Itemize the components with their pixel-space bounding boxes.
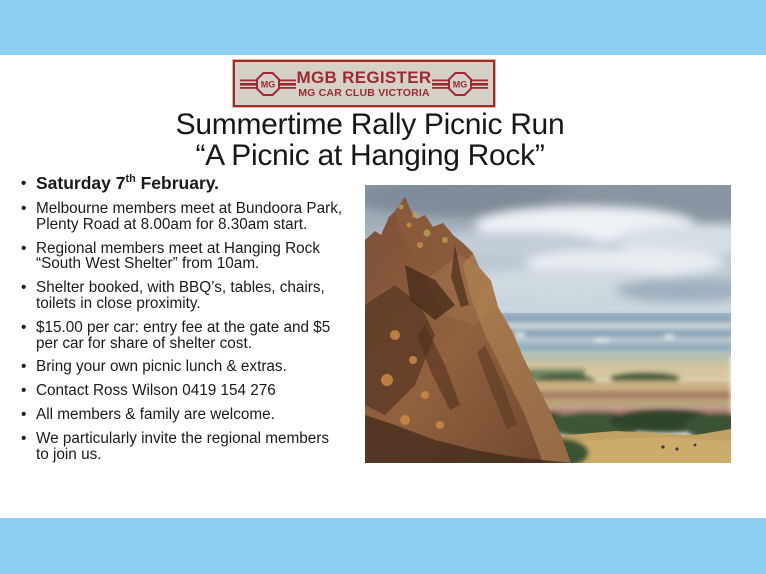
ordinal-suffix: th: [125, 173, 136, 186]
bullet-welcome: [20, 407, 346, 423]
bullet-line: per car for share of shelter cost.: [36, 334, 252, 352]
bullet-line: • Bring your own picnic lunch & extras.: [36, 358, 287, 376]
banner-text: [296, 69, 432, 99]
bullet-line: Plenty Road at 8.00am for 8.30am start.: [36, 215, 308, 233]
bullet-contact: [20, 383, 346, 399]
bullet-line: “South West Shelter” from 10am.: [36, 255, 260, 273]
bullet-line: • Regional members meet at Hanging Rock: [36, 239, 320, 257]
mg-monogram: MG: [260, 79, 276, 89]
hanging-rock-photo: [365, 185, 731, 463]
title-line-1: Summertime Rally Picnic Run: [175, 108, 565, 141]
bullet-line: • Shelter booked, with BBQ’s, tables, chairs,: [36, 279, 325, 297]
club-name: MGB REGISTER: [296, 67, 432, 87]
mg-monogram: MG: [452, 79, 468, 89]
bullet-date-post: February.: [135, 173, 220, 193]
bullet-line: to join us.: [36, 445, 102, 463]
mgb-register-banner: [233, 60, 495, 107]
title-line-2: “A Picnic at Hanging Rock”: [195, 139, 545, 172]
bullet-list: [20, 174, 346, 470]
bullet-invite: [20, 431, 346, 463]
bullet-line: • Contact Ross Wilson 0419 154 276: [36, 382, 276, 400]
bullet-picnic-lunch: [20, 359, 346, 375]
mg-octagon-icon: [432, 70, 488, 98]
slide-title: [0, 109, 740, 171]
bullet-line: • All members & family are welcome.: [36, 405, 275, 423]
bullet-cost: [20, 320, 346, 352]
bullet-melbourne-meet: [20, 201, 346, 233]
club-subtitle: MG CAR CLUB VICTORIA: [298, 86, 430, 99]
bullet-line: • Melbourne members meet at Bundoora Park,: [36, 200, 343, 217]
bullet-regional-meet: [20, 241, 346, 273]
bullet-date-pre: Saturday 7: [36, 173, 126, 193]
bullet-shelter: [20, 280, 346, 312]
hanging-rock-photo-art: [365, 185, 731, 463]
top-blue-bar: [0, 0, 766, 55]
mg-octagon-icon: [240, 70, 296, 98]
bullet-line: toilets in close proximity.: [36, 294, 201, 312]
bullet-date: [20, 174, 346, 192]
bullet-line: • $15.00 per car: entry fee at the gate and $5: [36, 318, 331, 336]
bullet-line: • We particularly invite the regional members: [36, 429, 330, 447]
bottom-blue-bar: [0, 518, 766, 574]
